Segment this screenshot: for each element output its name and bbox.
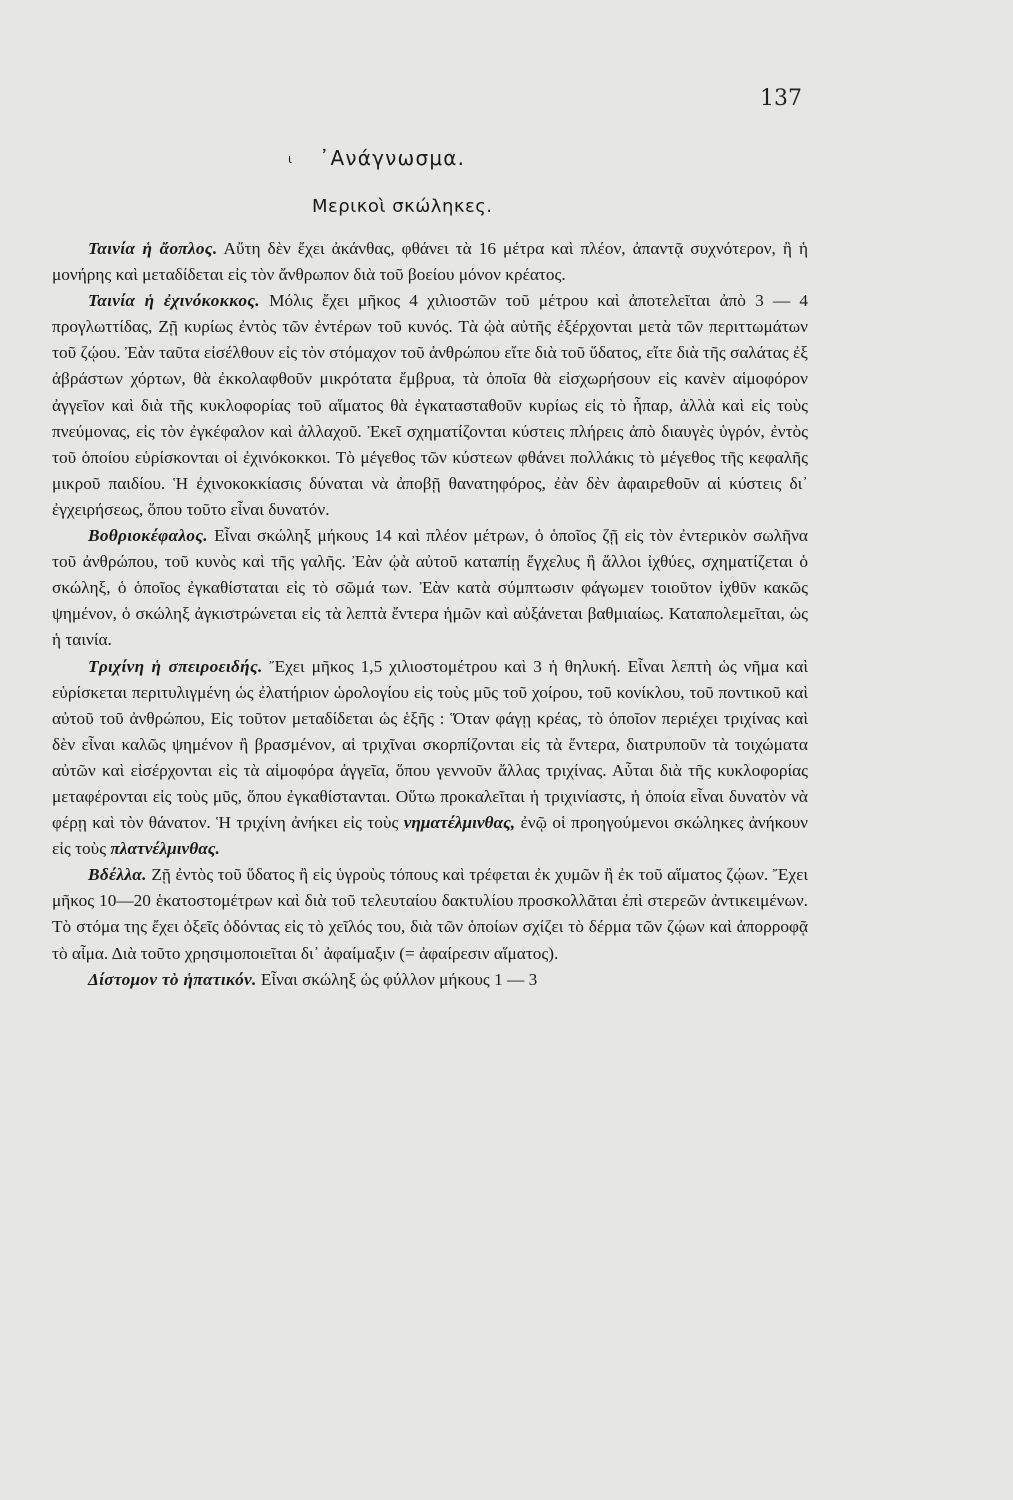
paragraph-text: Ζῇ ἐντὸς τοῦ ὕδατος ἢ εἰς ὑγροὺς τόπους καὶ τρέφεται ἐκ χυμῶν ἢ ἐκ τοῦ αἵματος ζῴων. Ἔχει μῆκος 10—20 ἑκατοστομέτρων καὶ διὰ τοῦ τελευταίου δακτυλίου προσκολλᾶται ἐπὶ στερεῶν ἀντικειμένων. Τὸ στόμα της ἔχει ὀξεῖς ὀδόντας εἰς τὸ χεῖλός του, διὰ τῶν ὁποίων σχίζει τὸ δέρμα τῶν ζῴων καὶ ἀπορροφᾷ τὸ αἷμα. Διὰ τοῦτο χρησιμοποιεῖται δι᾿ ἀφαίμαξιν (= ἀφαίρεσιν αἵματος).: [52, 865, 808, 963]
title-text: ᾿Ανάγνωσμα.: [319, 146, 466, 170]
term-taenia-saginata: Ταινία ἡ ἄοπλος.: [88, 239, 218, 258]
paragraph-text: Ἔχει μῆκος 1,5 χιλιοστομέτρου καὶ 3 ἡ θηλυκή. Εἶναι λεπτὴ ὡς νῆμα καὶ εὑρίσκεται περιτυλιγμένη ὡς ἐλατήριον ὡρολογίου εἰς τοὺς μῦς τοῦ χοίρου, τοῦ κονίκλου, τοῦ ποντικοῦ καὶ αὐτοῦ τοῦ ἀνθρώπου, Εἰς τοῦτον μεταδίδεται ὡς ἑξῆς : Ὅταν φάγῃ κρέας, τὸ ὁποῖον περιέχει τριχίνας καὶ δὲν εἶναι καλῶς ψημένον ἢ βρασμένον, αἱ τριχῖναι σκορπίζονται εἰς τὰ ἔντερα, διατρυποῦν τὰ τοιχώματα αὐτῶν καὶ εἰσέρχονται εἰς τὰ αἱμοφόρα ἀγγεῖα, ὅπου γεννοῦν ἄλλας τριχίνας. Αὗται διὰ τῆς κυκλοφορίας μεταφέρονται εἰς τοὺς μῦς, ὅπου ἐγκαθίστανται. Οὕτω προκαλεῖται ἡ τριχινίαστς, ἡ ὁποία εἶναι δυνατὸν νὰ φέρῃ καὶ τὸν θάνατον. Ἡ τριχίνη ἀνήκει εἰς τοὺς: [52, 656, 808, 833]
paragraph-liver-fluke: [52, 967, 808, 993]
paragraph-trichinella: [52, 654, 808, 863]
term-liver-fluke: Δίστομον τὸ ἡπατικόν.: [88, 969, 257, 989]
paragraph-text: Αὔτη δὲν ἔχει ἀκάνθας, φθάνει τὰ 16 μέτρα καὶ πλέον, ἀπαντᾷ συχνότερον, ἢ ἡ μονήρης καὶ μεταδίδεται εἰς τὸν ἄνθρωπον διὰ τοῦ βοείου μόνον κρέατος.: [52, 239, 808, 285]
paragraph-echinococcus: [52, 288, 808, 523]
term-trichinella: Τριχίνη ἡ σπειροειδής.: [88, 656, 263, 676]
paragraph-bothriocephalus: [52, 523, 808, 653]
term-leech: Βδέλλα.: [88, 865, 147, 885]
title-mark: ι: [288, 152, 294, 166]
body-text: [52, 236, 808, 993]
term-nematodes: νηματέλμινθας,: [403, 813, 516, 833]
term-flatworms: πλατνέλμινθας.: [110, 839, 220, 859]
paragraph-text: Εἶναι σκώληξ ὡς φύλλον μήκους 1 — 3: [256, 969, 538, 989]
reading-subtitle: Μερικοὶ σκώληκες.: [312, 196, 493, 217]
paragraph-leech: [52, 862, 808, 966]
paragraph-text: Εἶναι σκώληξ μήκους 14 καὶ πλέον μέτρων, ὁ ὁποῖος ζῇ εἰς τὸν ἐντερικὸν σωλῆνα τοῦ ἀνθρώπου, τοῦ κυνὸς καὶ τῆς γαλῆς. Ἐὰν ᾠὰ αὐτοῦ καταπίῃ ἔγχελυς ἢ ἄλλοι ἰχθύες, σχηματίζεται ὁ σκώληξ, ὁ ὁποῖος ἐγκαθίσταται εἰς τὸ σῶμά των. Ἐὰν κατὰ σύμπτωσιν φάγωμεν τοιοῦτον ἰχθῦν κακῶς ψημένον, ὁ σκώληξ ἀγκιστρώνεται εἰς τὰ λεπτὰ ἔντερα ἡμῶν καὶ αὐξάνεται βαθμιαίως. Καταπολεμεῖται, ὡς ἡ ταινία.: [52, 526, 808, 650]
term-bothriocephalus: Βοθριοκέφαλος.: [88, 526, 208, 546]
paragraph-text: ἐνῷ οἱ προηγούμενοι σκώληκες ἀνήκουν εἰς τοὺς: [52, 813, 808, 859]
reading-title: [288, 146, 465, 170]
paragraph-tapeworm-unarmed: [52, 236, 808, 288]
paragraph-text: Μόλις ἔχει μῆκος 4 χιλιοστῶν τοῦ μέτρου καὶ ἀποτελεῖται ἀπὸ 3 — 4 προγλωττίδας, Ζῇ κυρίως ἐντὸς τῶν ἐντέρων τοῦ κυνός. Τὰ ᾠὰ αὐτῆς ἐξέρχονται μετὰ τῶν περιττωμάτων τοῦ ζῴου. Ἐὰν ταῦτα εἰσέλθουν εἰς τὸν στόμαχον τοῦ ἀνθρώπου εἴτε διὰ τοῦ ὕδατος, εἴτε διὰ τῆς σαλάτας ἐξ ἀβράστων χόρτων, θὰ ἐκκολαφθοῦν μικρότατα ἔμβρυα, τὰ ὁποῖα θὰ εἰσχωρήσουν εἰς κανὲν αἱμοφόρον ἀγγεῖον καὶ διὰ τῆς κυκλοφορίας τοῦ αἵματος θὰ ἐγκατασταθοῦν κυρίως εἰς τὸ ἧπαρ, ἀλλὰ καὶ εἰς τοὺς πνεύμονας, εἰς τὸν ἐγκέφαλον καὶ ἀλλαχοῦ. Ἐκεῖ σχηματίζονται κύστεις πλήρεις ἀπὸ διαυγὲς ὑγρόν, ἐντὸς τοῦ ὁποίου εὑρίσκονται οἱ ἐχινόκοκκοι. Τὸ μέγεθος τῶν κύστεων φθάνει πολλάκις τὸ μέγεθος τῆς κεφαλῆς μικροῦ παιδίου. Ἡ ἐχινοκοκκίασις δύναται νὰ ἀποβῇ θανατηφόρος, ἐὰν δὲν ἀφαιρεθοῦν αἱ κύστεις δι᾿ ἐγχειρήσεως, ὅπου τοῦτο εἶναι δυνατόν.: [52, 291, 809, 519]
page-number: 137: [760, 86, 802, 111]
term-echinococcus: Ταινία ἡ ἐχινόκοκκος.: [88, 291, 260, 311]
